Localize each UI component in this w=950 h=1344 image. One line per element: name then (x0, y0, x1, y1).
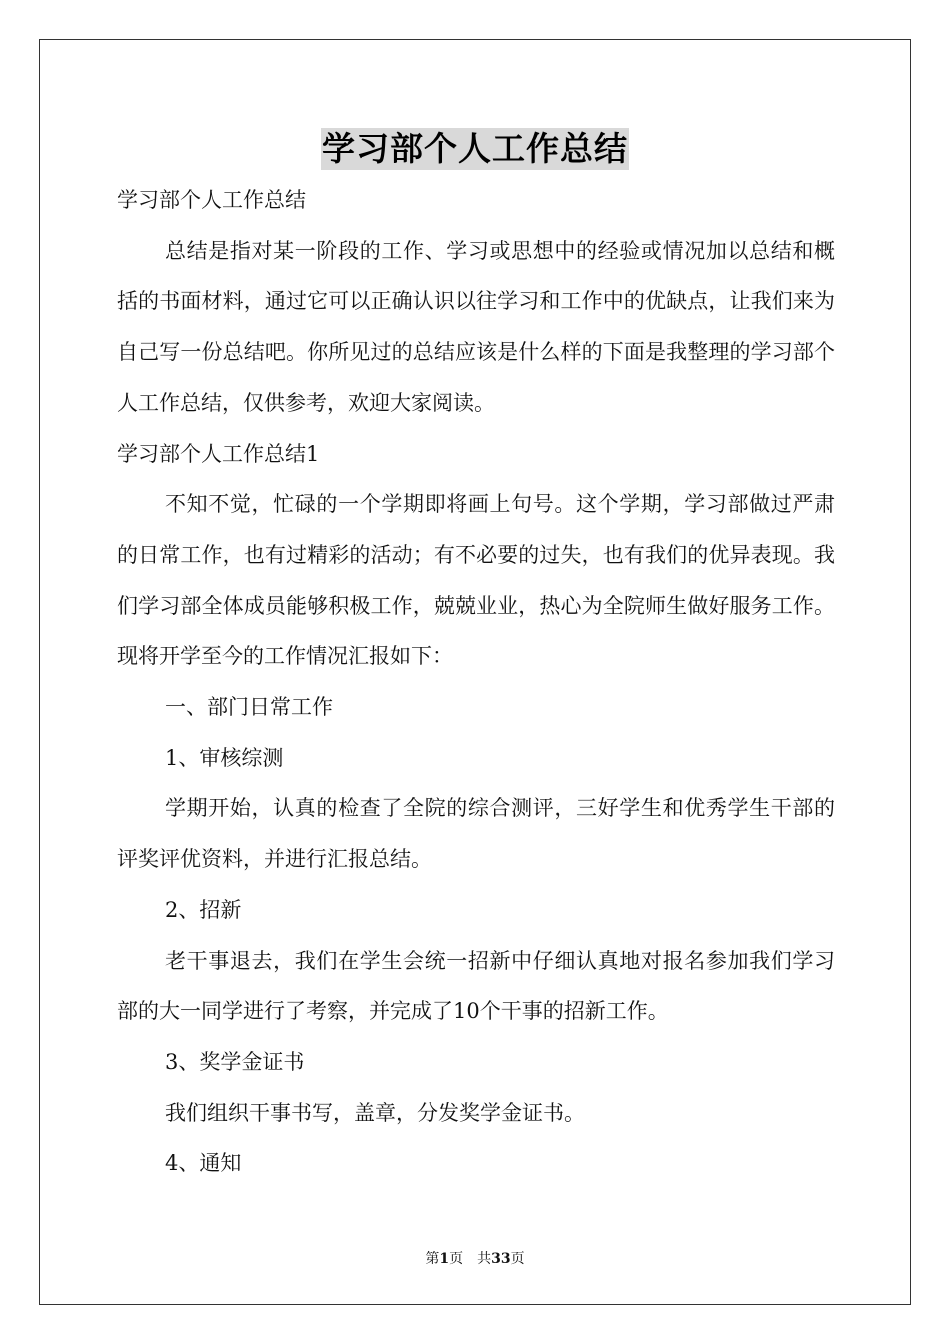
subsection-heading: 1、审核综测 (165, 745, 284, 770)
title-container (0, 128, 950, 170)
page-footer (0, 1248, 950, 1268)
section-heading: 一、部门日常工作 (165, 695, 333, 720)
document-body (117, 175, 835, 1189)
paragraph: 总结是指对某一阶段的工作、学习或思想中的经验或情况加以总结和概括的书面材料，通过它可以正确认识以往学习和工作中的优缺点，让我们来为自己写一份总结吧。你所见过的总结应该是什么样的下面是我整理的学习部个人工作总结，仅供参考，欢迎大家阅读。 (117, 238, 835, 415)
total-prefix: 共 (477, 1251, 492, 1267)
page-suffix: 页 (449, 1251, 464, 1267)
total-pages: 33 (491, 1251, 511, 1267)
paragraph: 我们组织干事书写，盖章，分发奖学金证书。 (165, 1100, 585, 1125)
document-title: 学习部个人工作总结 (322, 129, 628, 168)
subsection-heading: 4、通知 (165, 1151, 242, 1176)
paragraph: 老干事退去，我们在学生会统一招新中仔细认真地对报名参加我们学习部的大一同学进行了考察，并完成了10个干事的招新工作。 (117, 948, 835, 1024)
subsection-heading: 2、招新 (165, 897, 242, 922)
subsection-heading: 3、奖学金证书 (165, 1049, 305, 1074)
paragraph: 学期开始，认真的检查了全院的综合测评，三好学生和优秀学生干部的评奖评优资料，并进行汇报总结。 (117, 796, 835, 872)
paragraph: 不知不觉，忙碌的一个学期即将画上句号。这个学期，学习部做过严肃的日常工作，也有过精彩的活动；有不必要的过失，也有我们的优异表现。我们学习部全体成员能够积极工作，兢兢业业，热心为全院师生做好服务工作。现将开学至今的工作情况汇报如下： (117, 492, 835, 669)
page-number: 1 (439, 1251, 450, 1267)
page-prefix: 第 (425, 1251, 440, 1267)
paragraph: 学习部个人工作总结 (117, 188, 306, 212)
total-suffix: 页 (510, 1251, 525, 1267)
paragraph: 学习部个人工作总结1 (117, 441, 320, 466)
